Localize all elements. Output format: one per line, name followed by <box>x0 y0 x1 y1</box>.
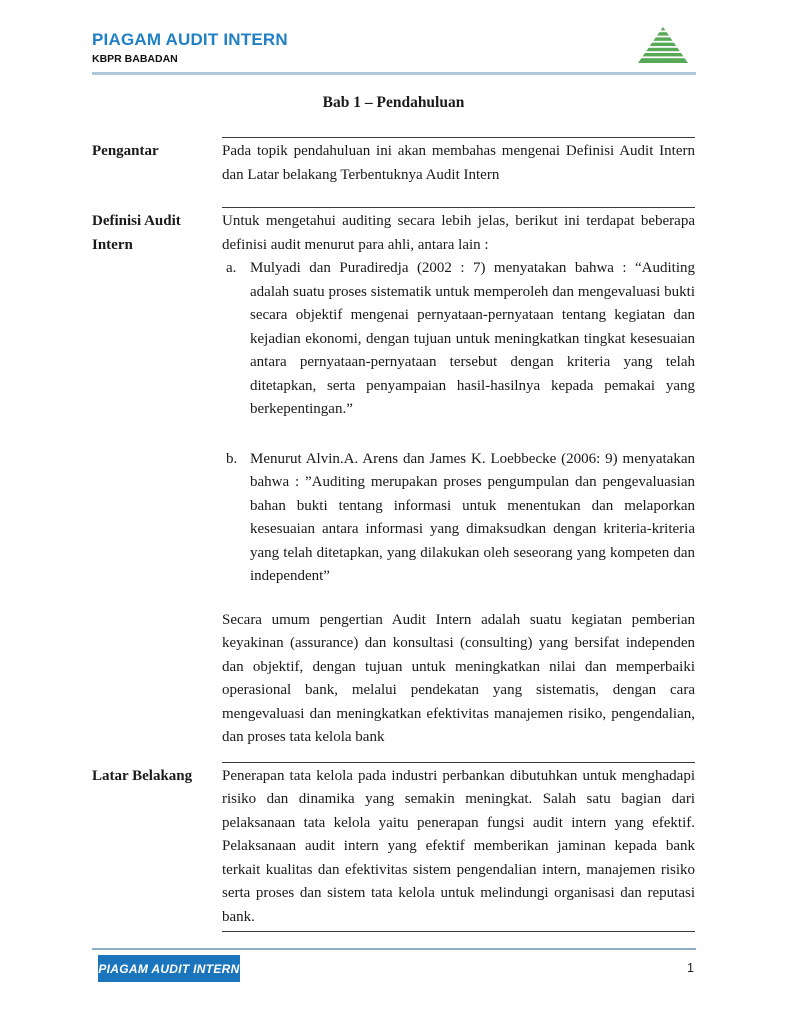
page-number: 1 <box>687 961 694 975</box>
section-latar-belakang <box>92 762 695 933</box>
footer-divider <box>92 948 696 950</box>
list-text: Mulyadi dan Puradiredja (2002 : 7) menyatakan bahwa : “Auditing adalah suatu proses sistematik untuk memperoleh dan mengevaluasi bukti secara objektif mengenai pernyataan-pernyataan tentang kegiatan dan kejadian ekonomi, dengan tujuan untuk meningkatkan tingkat kesesuaian antara pernyataan-pernyataan tersebut dengan kriteria yang telah ditetapkan, serta penyampaian hasil-hasilnya kepada pemakai yang berkepentingan.” <box>250 260 695 417</box>
footer-bar <box>92 955 696 982</box>
section-content <box>222 137 695 187</box>
section-definisi-audit-intern <box>92 207 695 750</box>
paragraph: Penerapan tata kelola pada industri perbankan dibutuhkan untuk menghadapi risiko dan dinamika yang semakin meningkat. Salah satu bagian dari pelaksanaan tata kelola yaitu penerapan fungsi audit intern yang efektif. Pelaksanaan audit intern yang efektif memberikan jaminan kepada bank terkait kualitas dan efektivitas sistem pengendalian intern, manajemen risiko serta proses dan sistem tata kelola untuk melindungi organisasi dan reputasi bank. <box>222 767 695 925</box>
list-marker: a. <box>226 260 237 276</box>
header-subtitle: KBPR BABADAN <box>92 53 178 65</box>
chapter-title: Bab 1 – Pendahuluan <box>322 94 465 111</box>
document-body <box>92 88 695 932</box>
paragraph: Secara umum pengertian Audit Intern adalah suatu kegiatan pemberian keyakinan (assurance) dan konsultasi (consulting) yang bersifat independen dan objektif, dengan tujuan untuk meningkatkan nilai dan memperbaiki operasional bank, melalui pendekatan yang sistematis, dengan cara mengevaluasi dan meningkatkan efektivitas manajemen risiko, pengendalian, dan proses tata kelola bank <box>222 611 695 745</box>
page-footer <box>92 948 696 982</box>
striped-pyramid-logo-icon <box>638 27 688 63</box>
page-header <box>92 30 696 65</box>
list-item-b <box>222 448 695 589</box>
section-label: Pengantar <box>92 143 159 159</box>
section-pengantar <box>92 137 695 187</box>
section-label: Definisi Audit Intern <box>92 213 181 253</box>
list-item-a <box>222 257 695 422</box>
footer-document-label: PIAGAM AUDIT INTERN <box>98 955 240 982</box>
paragraph: Untuk mengetahui auditing secara lebih jelas, berikut ini terdapat beberapa definisi audit menurut para ahli, antara lain : <box>222 213 695 253</box>
list-marker: b. <box>226 450 238 467</box>
header-title: PIAGAM AUDIT INTERN <box>92 30 288 49</box>
section-label: Latar Belakang <box>92 767 193 784</box>
paragraph: Pada topik pendahuluan ini akan membahas mengenai Definisi Audit Intern dan Latar belakang Terbentuknya Audit Intern <box>222 143 695 183</box>
section-content <box>222 207 695 750</box>
header-divider <box>92 72 696 75</box>
section-content <box>222 762 695 933</box>
list-text: Menurut Alvin.A. Arens dan James K. Loebbecke (2006: 9) menyatakan bahwa : ”Auditing merupakan proses pengumpulan dan pengevaluasian bahan bukti tentang informasi untuk menentukan dan melaporkan kesesuaian antara informasi yang dimaksudkan dengan kriteria-kriteria yang telah ditetapkan, yang dilakukan oleh seseorang yang kompeten dan independent” <box>250 450 695 584</box>
